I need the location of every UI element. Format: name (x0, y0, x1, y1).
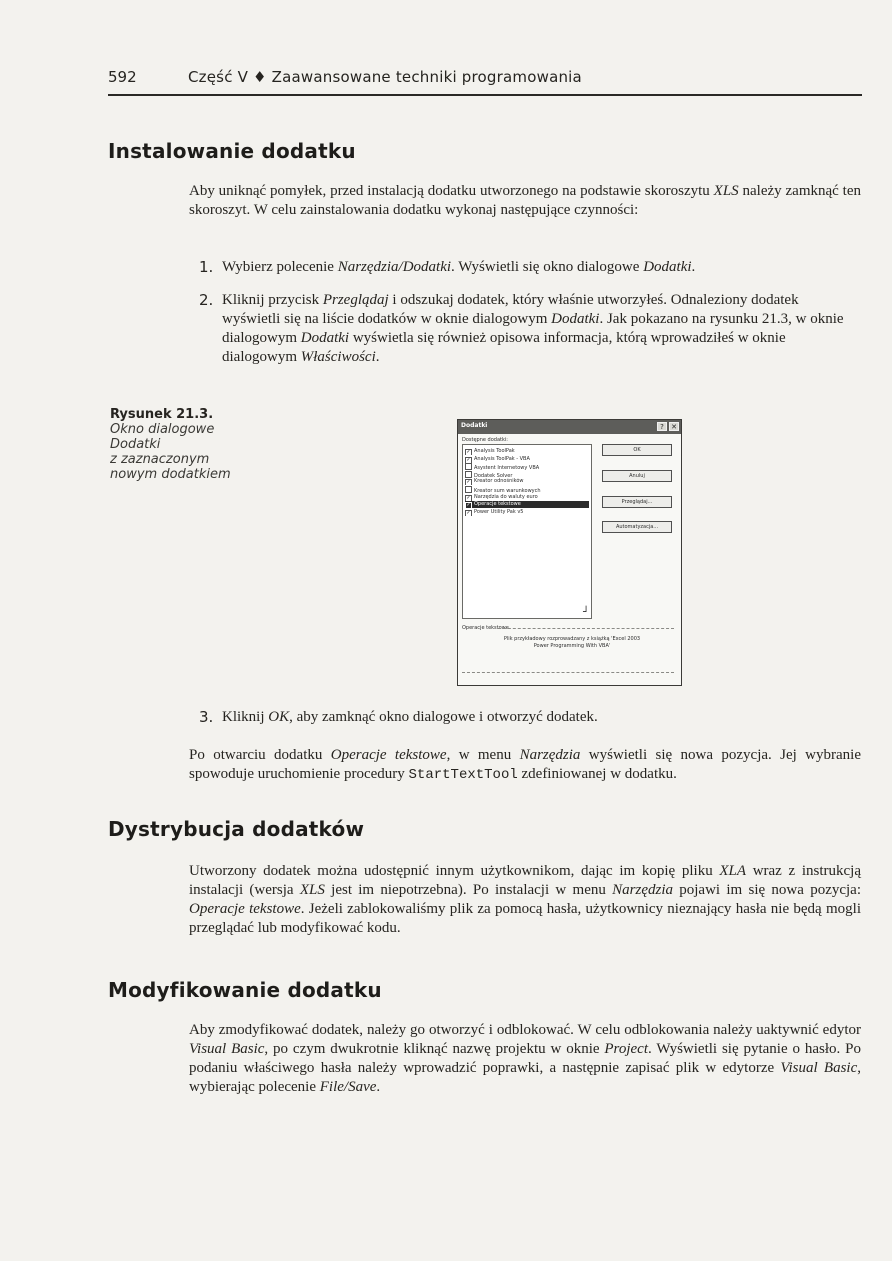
addin-list-item[interactable] (465, 501, 589, 508)
description-line: Power Programming With VBA' (533, 643, 611, 649)
emphasis: Narzędzia (612, 882, 673, 898)
text-run: Utworzony dodatek można udostępnić innym użytkownikom, dając im kopię pliku (189, 863, 720, 879)
page-number: 592 (108, 68, 137, 86)
text-run: . (375, 349, 380, 365)
paragraph-install-intro (189, 182, 861, 220)
paragraph-distribution (189, 862, 861, 938)
addin-name: Power Utility Pak v5 (474, 508, 524, 515)
step-text (222, 258, 859, 277)
caption-line: z zaznaczonym (110, 452, 210, 467)
close-icon[interactable]: ✕ (669, 422, 679, 431)
paragraph-text (189, 746, 861, 785)
step-number: 1. (199, 258, 214, 276)
addin-list-item[interactable] (465, 471, 589, 478)
text-run: wyświetla się również opisowa informacja, którą wprowadziłeś w oknie dialogowym (222, 330, 786, 365)
emphasis: Narzędzia (519, 747, 581, 763)
paragraph-after-install (189, 746, 861, 785)
caption-line: Dodatki (110, 437, 161, 452)
caption-line: Okno dialogowe (110, 422, 215, 437)
step-number: 3. (199, 708, 214, 726)
text-run: wraz z instrukcją instalacji (wersja (189, 863, 861, 898)
description-divider (498, 628, 674, 629)
help-icon[interactable]: ? (657, 422, 667, 431)
description-line: Plik przykładowy rozprowadzany z książką 'Excel 2003 (503, 636, 641, 642)
step-text (222, 291, 859, 367)
addin-name: Operacje tekstowe (474, 501, 521, 508)
paragraph-modifying (189, 1021, 861, 1097)
emphasis: Dodatki (300, 330, 350, 346)
list-item-step-2 (199, 291, 859, 367)
emphasis: Narzędzia/Dodatki (337, 259, 452, 275)
ok-button[interactable]: OK (602, 444, 672, 456)
addin-list-item[interactable] (465, 509, 589, 516)
available-addins-label: Dostępne dodatki: (462, 437, 508, 443)
list-item-step-1 (199, 258, 859, 277)
text-run: , wybierając polecenie (189, 1060, 861, 1095)
addin-name: Analysis ToolPak (474, 448, 515, 454)
text-run: zdefiniowanej w dodatku. (517, 766, 677, 782)
addin-name: Kreator odnośników (474, 478, 524, 485)
text-run: Aby uniknąć pomyłek, przed instalacją dodatku utworzonego na podstawie skoroszytu (189, 183, 714, 199)
step-text (222, 708, 859, 727)
text-run: pojawi im się nowa pozycja: (672, 882, 862, 898)
addin-list-item[interactable] (465, 456, 589, 463)
text-run: Kliknij (222, 709, 269, 725)
list-item-step-3 (199, 708, 859, 727)
text-run: jest im niepotrzebna). Po instalacji w menu (324, 882, 613, 898)
list-corner-mark: ┘ (583, 607, 590, 618)
checkbox-icon[interactable] (465, 471, 472, 478)
emphasis: Visual Basic (780, 1060, 858, 1076)
addin-list-item[interactable] (465, 494, 589, 501)
checked-checkbox-icon[interactable]: ✓ (466, 479, 471, 486)
dialog-title: Dodatki (461, 422, 488, 429)
text-run: , w menu (446, 747, 520, 763)
emphasis: XLS (713, 183, 739, 199)
checked-checkbox-icon[interactable]: ✓ (466, 502, 471, 509)
checked-checkbox-icon[interactable]: ✓ (466, 509, 471, 516)
paragraph-text (189, 182, 861, 220)
checked-checkbox-icon[interactable]: ✓ (466, 456, 471, 463)
emphasis: XLA (719, 863, 747, 879)
automation-button[interactable]: Automatyzacja... (602, 521, 672, 533)
emphasis: Właściwości (300, 349, 376, 365)
addin-list-item[interactable] (465, 463, 589, 470)
browse-button[interactable]: Przeglądaj... (602, 496, 672, 508)
emphasis: Project (604, 1041, 648, 1057)
page-header (108, 66, 862, 96)
emphasis: File/Save (319, 1079, 377, 1095)
figure-caption (110, 407, 260, 482)
addins-dialog-screenshot (457, 419, 682, 686)
addin-list-item[interactable] (465, 448, 589, 455)
caption-line: nowym dodatkiem (110, 467, 231, 482)
emphasis: OK (268, 709, 290, 725)
addin-list-item[interactable] (465, 486, 589, 493)
text-run: . Jeżeli zablokowaliśmy plik za pomocą hasła, użytkownicy nieznający hasła nie będą mogli przeglądać lub modyfikować kodu. (189, 901, 861, 936)
paragraph-text (189, 1021, 861, 1097)
emphasis: XLS (299, 882, 325, 898)
code-identifier: StartTextTool (408, 767, 518, 783)
addin-name: Dodatek Solver (474, 472, 513, 478)
addins-listbox[interactable] (462, 444, 592, 619)
text-run: Aby zmodyfikować dodatek, należy go otworzyć i odblokować. W celu odblokowania należy uaktywnić edytor (189, 1022, 861, 1038)
emphasis: Dodatki (551, 311, 600, 327)
section-heading-modifying: Modyfikowanie dodatku (108, 978, 382, 1002)
dialog-bottom-divider (462, 672, 674, 673)
description-label: Operacje tekstowe (462, 625, 509, 631)
addin-name: Asystent Internetowy VBA (474, 465, 540, 471)
text-run: wyświetli się nowa pozycja. Jej wybranie spowoduje uruchomienie procedury (189, 747, 861, 782)
emphasis: Przeglądaj (322, 292, 389, 308)
cancel-button[interactable]: Anuluj (602, 470, 672, 482)
text-run: , po czym dwukrotnie kliknąć nazwę projektu w oknie (264, 1041, 605, 1057)
running-title: Część V ♦ Zaawansowane techniki programowania (188, 68, 582, 86)
addin-name: Analysis ToolPak - VBA (474, 455, 530, 462)
text-run: , aby zamknąć okno dialogowe i otworzyć dodatek. (289, 709, 598, 725)
checkbox-icon[interactable] (465, 486, 472, 493)
text-run: . (376, 1079, 381, 1095)
text-run: . Wyświetli się pytanie o hasło. Po podaniu właściwego hasła należy wprowadzić poprawki, a następnie zapisać plik w edytorze (189, 1041, 861, 1076)
step-number: 2. (199, 291, 214, 309)
description-text (472, 636, 672, 650)
checked-checkbox-icon[interactable]: ✓ (466, 449, 471, 455)
section-heading-installing: Instalowanie dodatku (108, 139, 356, 163)
text-run: Po otwarciu dodatku (189, 747, 331, 763)
emphasis: Operacje tekstowe (330, 747, 447, 763)
figure-label: Rysunek 21.3. (110, 407, 214, 422)
text-run: . (691, 259, 696, 275)
checkbox-icon[interactable] (465, 463, 472, 470)
addin-name: Kreator sum warunkowych (474, 488, 541, 493)
text-run: Kliknij przycisk (222, 292, 323, 308)
dialog-titlebar (458, 420, 681, 434)
emphasis: Operacje tekstowe (189, 901, 301, 917)
paragraph-text (189, 862, 861, 938)
emphasis: Visual Basic (189, 1041, 265, 1057)
emphasis: Dodatki (643, 259, 692, 275)
text-run: . Wyświetli się okno dialogowe (451, 259, 644, 275)
text-run: i odszukaj dodatek, który właśnie utworzyłeś. Odnaleziony dodatek wyświetli się na liście dodatków w oknie dialogowym (222, 292, 799, 327)
checked-checkbox-icon[interactable]: ✓ (466, 494, 471, 501)
section-heading-distribution: Dystrybucja dodatków (108, 817, 365, 841)
addin-name: Narzędzia do waluty euro (474, 493, 538, 500)
text-run: Wybierz polecenie (222, 259, 338, 275)
addin-list-item[interactable] (465, 478, 589, 485)
text-run: należy zamknąć ten skoroszyt. W celu zainstalowania dodatku wykonaj następujące czynności: (189, 183, 861, 218)
text-run: . Jak pokazano na rysunku 21.3, w oknie dialogowym (222, 311, 844, 346)
